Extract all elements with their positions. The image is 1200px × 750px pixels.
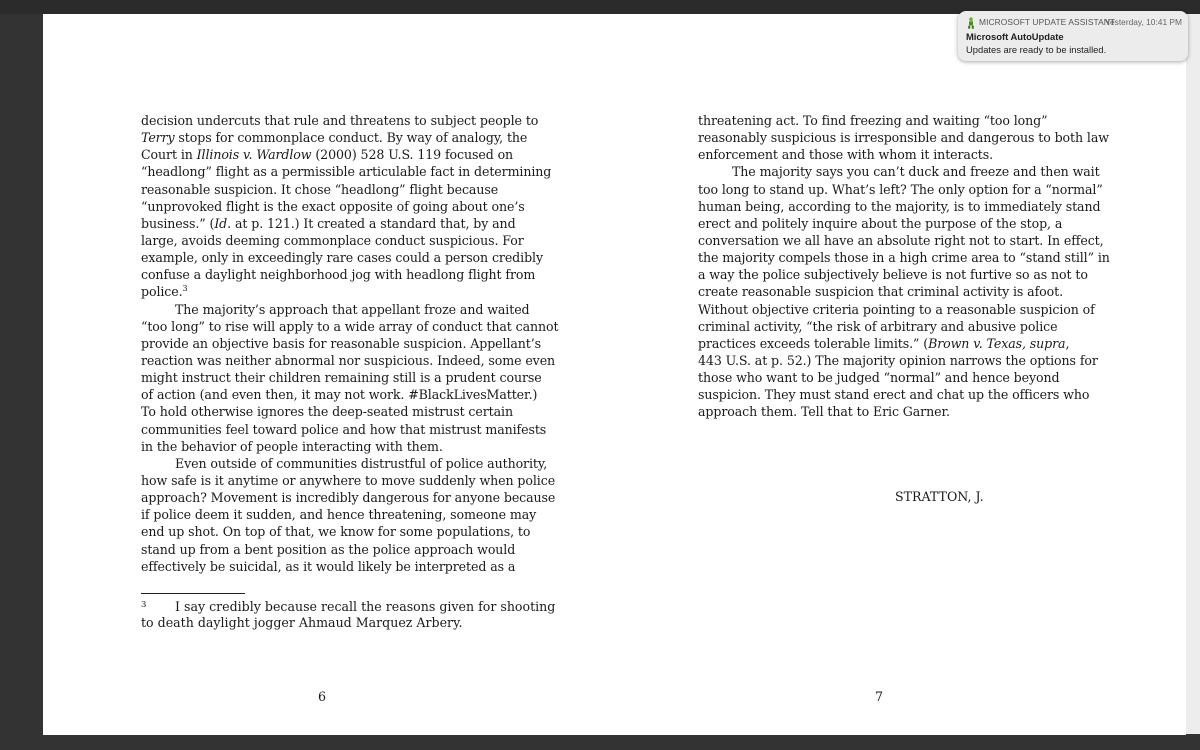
text-segment: the majority compels those in a high crime area to “stand still” in — [698, 250, 1110, 266]
text-segment: erect and politely inquire about the purpose of the stop, a — [698, 215, 1063, 231]
text-line — [141, 283, 513, 300]
text-segment: how safe is it anytime or anywhere to move suddenly when police — [141, 472, 556, 488]
text-line — [141, 163, 552, 180]
text-segment: 443 U.S. at p. 52.) The majority opinion narrows the options for — [698, 352, 1098, 368]
text-line — [141, 232, 524, 249]
page-6 — [43, 14, 613, 735]
footnote-reference[interactable]: 3 — [182, 284, 188, 294]
page-7 — [613, 14, 1183, 735]
text-segment: criminal activity, “the risk of arbitrary and abusive police — [698, 318, 1058, 334]
text-segment: reasonable suspicion. It chose “headlong” flight because — [141, 181, 499, 197]
text-line — [698, 112, 1070, 129]
text-segment: The majority’s approach that appellant froze and waited — [175, 301, 530, 317]
text-segment: reaction was neither abnormal nor suspicious. Indeed, some even — [141, 352, 556, 368]
text-line — [698, 318, 1070, 335]
text-line — [698, 215, 1070, 232]
text-segment: (2000) 528 U.S. 119 focused on — [311, 147, 514, 163]
text-segment: approach? Movement is incredibly dangerous for anyone because — [141, 490, 556, 506]
notification-time: Yesterday, 10:41 PM — [1105, 17, 1182, 27]
text-line — [141, 438, 513, 455]
text-line — [141, 112, 539, 129]
judge-signature: STRATTON, J. — [895, 489, 984, 504]
page-number: 6 — [318, 689, 327, 704]
page-number: 7 — [875, 689, 884, 704]
text-line — [698, 181, 1103, 198]
text-line — [141, 541, 516, 558]
text-line — [698, 266, 1088, 283]
text-segment: might instruct their children remaining still is a prudent course — [141, 370, 542, 386]
text-segment: business.” ( — [141, 215, 215, 231]
text-segment: decision undercuts that rule and threatens to subject people to — [141, 113, 539, 128]
footnote-line: to death daylight jogger Ahmaud Marquez Arbery. — [141, 614, 463, 630]
text-line — [141, 506, 537, 523]
text-line — [141, 129, 528, 146]
text-segment: create reasonable suspicion that criminal activity is afoot. — [698, 284, 1063, 300]
text-line — [698, 163, 1100, 180]
text-segment: large, avoids deeming commonplace conduct suspicious. For — [141, 232, 524, 248]
italic-citation: Terry — [141, 130, 175, 146]
text-segment: communities feel toward police and how that mistrust manifests — [141, 421, 547, 437]
text-line — [141, 181, 513, 198]
update-notification[interactable] — [958, 11, 1188, 61]
text-segment: To hold otherwise ignores the deep-seated mistrust certain — [141, 404, 513, 420]
text-line — [141, 249, 543, 266]
text-line — [698, 129, 1109, 146]
text-segment: too long to stand up. What’s left? The only option for a “normal” — [698, 181, 1103, 197]
text-segment: “headlong” flight as a permissible articulable fact in determining — [141, 164, 552, 180]
text-segment: stops for commonplace conduct. By way of analogy, the — [174, 130, 528, 146]
text-segment: “too long” to rise will apply to a wide array of conduct that cannot — [141, 318, 559, 334]
viewer-scrollbar-track[interactable] — [1186, 14, 1200, 734]
text-segment: confuse a daylight neighborhood jog with headlong flight from — [141, 267, 536, 283]
text-line — [698, 283, 1070, 300]
italic-citation: Illinois v. Wardlow — [196, 147, 312, 163]
notification-app-name: MICROSOFT UPDATE ASSISTANT — [979, 17, 1116, 27]
text-line — [141, 266, 536, 283]
text-segment: , — [1065, 335, 1070, 351]
text-segment: enforcement and those with whom it interacts. — [698, 147, 994, 163]
footnote-3 — [141, 599, 556, 630]
text-segment: stand up from a bent position as the police approach would — [141, 541, 516, 557]
page-6-body-text — [141, 112, 559, 575]
text-line — [141, 558, 516, 575]
text-line — [141, 369, 542, 386]
text-segment: approach them. Tell that to Eric Garner. — [698, 404, 950, 420]
text-segment: police. — [141, 284, 183, 300]
document-spread[interactable] — [43, 14, 1186, 735]
text-segment: Without objective criteria pointing to a reasonable suspicion of — [698, 301, 1095, 317]
text-segment: “unprovoked flight is the exact opposite of going about one’s — [141, 198, 525, 214]
text-line — [698, 403, 1070, 420]
text-line — [698, 232, 1104, 249]
text-segment: end up shot. On top of that, we know for some populations, to — [141, 524, 531, 540]
text-line — [141, 421, 547, 438]
text-segment: reasonably suspicious is irresponsible and dangerous to both law — [698, 130, 1109, 146]
text-line — [698, 301, 1095, 318]
text-segment: Even outside of communities distrustful of police authority, — [175, 455, 548, 471]
footnote-separator — [141, 593, 245, 594]
text-line — [698, 352, 1098, 369]
notification-title: Microsoft AutoUpdate — [966, 31, 1064, 42]
text-line — [141, 301, 530, 318]
text-line — [141, 523, 531, 540]
italic-citation: Id. — [214, 215, 232, 231]
text-line — [698, 386, 1090, 403]
text-segment: at p. 121.) It created a standard that, by and — [231, 215, 516, 231]
page-7-body-text — [698, 112, 1110, 421]
italic-citation: Brown v. Texas, supra — [928, 335, 1066, 351]
text-line — [141, 489, 556, 506]
text-segment: suspicion. They must stand erect and chat up the officers who — [698, 387, 1090, 403]
footnote-line: I say credibly because recall the reasons given for shooting — [175, 599, 556, 614]
microsoft-autoupdate-icon — [966, 17, 976, 29]
text-line — [698, 198, 1101, 215]
text-line — [141, 318, 559, 335]
text-segment: those who want to be judged “normal” and hence beyond — [698, 370, 1060, 386]
text-segment: conversation we all have an absolute right not to start. In effect, — [698, 232, 1104, 248]
footnote-number: 3 — [141, 600, 147, 610]
text-line — [141, 472, 556, 489]
text-segment: effectively be suicidal, as it would likely be interpreted as a — [141, 558, 516, 574]
text-segment: if police deem it sudden, and hence threatening, someone may — [141, 507, 537, 523]
text-segment: The majority says you can’t duck and freeze and then wait — [732, 164, 1100, 180]
text-segment: a way the police subjectively believe is not furtive so as not to — [698, 267, 1088, 283]
text-segment: provide an objective basis for reasonable suspicion. Appellant’s — [141, 335, 542, 351]
text-line — [141, 215, 516, 232]
text-line — [141, 455, 548, 472]
text-line — [141, 335, 542, 352]
text-segment: practices exceeds tolerable limits.” ( — [698, 335, 929, 351]
text-line — [141, 352, 556, 369]
text-line — [698, 146, 1070, 163]
text-line — [698, 335, 1070, 352]
text-line — [141, 146, 513, 163]
text-line — [141, 403, 513, 420]
text-segment: of action (and even then, it may not work. #BlackLivesMatter.) — [141, 387, 538, 403]
text-line — [698, 249, 1110, 266]
text-line — [141, 386, 538, 403]
text-line — [698, 369, 1070, 386]
text-segment: human being, according to the majority, is to immediately stand — [698, 198, 1101, 214]
text-segment: threatening act. To find freezing and waiting “too long” — [698, 113, 1048, 128]
text-segment: in the behavior of people interacting with them. — [141, 438, 443, 454]
text-line — [141, 198, 525, 215]
text-segment: Court in — [141, 147, 197, 163]
notification-body: Updates are ready to be installed. — [966, 44, 1107, 55]
text-segment: example, only in exceedingly rare cases could a person credibly — [141, 250, 543, 266]
